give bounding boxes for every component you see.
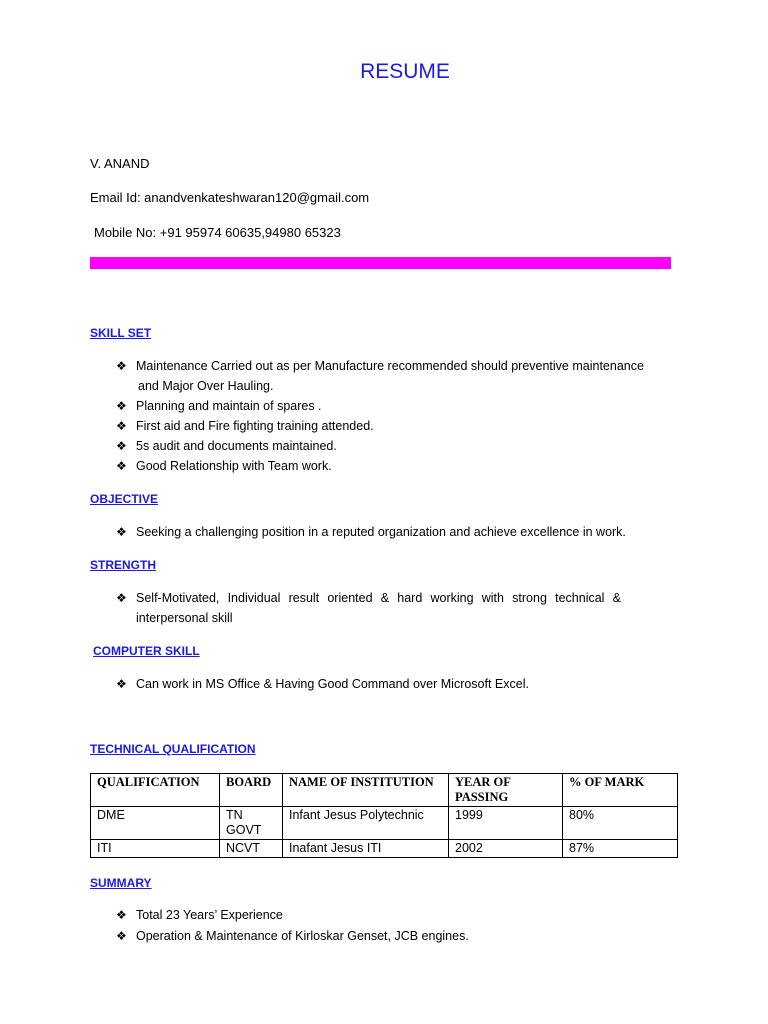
diamond-bullet-icon: ❖	[116, 439, 127, 453]
skill-item: ❖ First aid and Fire fighting training attended.	[116, 419, 374, 433]
summary-heading: SUMMARY	[90, 876, 152, 890]
skill-item: ❖ Planning and maintain of spares .	[116, 399, 322, 413]
qualification-table	[90, 773, 678, 858]
table-header-row	[91, 774, 678, 807]
strength-item-continuation: interpersonal skill	[136, 611, 233, 625]
column-header: YEAR OF PASSING	[449, 774, 563, 807]
summary-item: ❖ Total 23 Years’ Experience	[116, 908, 283, 922]
mobile-line: Mobile No: +91 95974 60635,94980 65323	[94, 225, 341, 240]
table-cell: 87%	[563, 840, 678, 858]
objective-heading: OBJECTIVE	[90, 492, 159, 506]
column-header: QUALIFICATION	[91, 774, 220, 807]
skill-item-continuation: and Major Over Hauling.	[138, 379, 274, 393]
table-cell: DME	[91, 807, 220, 840]
table-cell: Infant Jesus Polytechnic	[283, 807, 449, 840]
technical-qualification-heading: TECHNICAL QUALIFICATION	[90, 742, 256, 756]
candidate-name: V. ANAND	[90, 156, 150, 171]
skill-item: ❖ Good Relationship with Team work.	[116, 459, 332, 473]
skill-item: ❖ 5s audit and documents maintained.	[116, 439, 337, 453]
diamond-bullet-icon: ❖	[116, 399, 127, 413]
strength-item: ❖ Self-Motivated, Individual result oriented & hard working with strong technical &	[116, 591, 621, 605]
computer-skill-heading: COMPUTER SKILL	[93, 644, 200, 658]
table-cell: NCVT	[220, 840, 283, 858]
table-row	[91, 840, 678, 858]
summary-item: ❖ Operation & Maintenance of Kirloskar Genset, JCB engines.	[116, 929, 469, 943]
table-cell: 80%	[563, 807, 678, 840]
diamond-bullet-icon: ❖	[116, 359, 127, 373]
skill-item: ❖ Maintenance Carried out as per Manufacture recommended should preventive maintenance	[116, 359, 644, 373]
diamond-bullet-icon: ❖	[116, 929, 127, 943]
column-header: BOARD	[220, 774, 283, 807]
diamond-bullet-icon: ❖	[116, 591, 127, 605]
pink-divider	[90, 257, 671, 269]
email-line: Email Id: anandvenkateshwaran120@gmail.com	[90, 190, 370, 205]
page-title: RESUME	[360, 60, 450, 83]
table-cell: 1999	[449, 807, 563, 840]
skill-set-heading: SKILL SET	[90, 326, 152, 340]
diamond-bullet-icon: ❖	[116, 677, 127, 691]
computer-skill-item: ❖ Can work in MS Office & Having Good Command over Microsoft Excel.	[116, 677, 529, 691]
diamond-bullet-icon: ❖	[116, 459, 127, 473]
table-cell: TN GOVT	[220, 807, 283, 840]
objective-item: ❖ Seeking a challenging position in a reputed organization and achieve excellence in work.	[116, 525, 626, 539]
table-cell: 2002	[449, 840, 563, 858]
column-header: % OF MARK	[563, 774, 678, 807]
table-cell: ITI	[91, 840, 220, 858]
table-row	[91, 807, 678, 840]
diamond-bullet-icon: ❖	[116, 525, 127, 539]
strength-heading: STRENGTH	[90, 558, 156, 572]
diamond-bullet-icon: ❖	[116, 908, 127, 922]
table-cell: Inafant Jesus ITI	[283, 840, 449, 858]
column-header: NAME OF INSTITUTION	[283, 774, 449, 807]
diamond-bullet-icon: ❖	[116, 419, 127, 433]
